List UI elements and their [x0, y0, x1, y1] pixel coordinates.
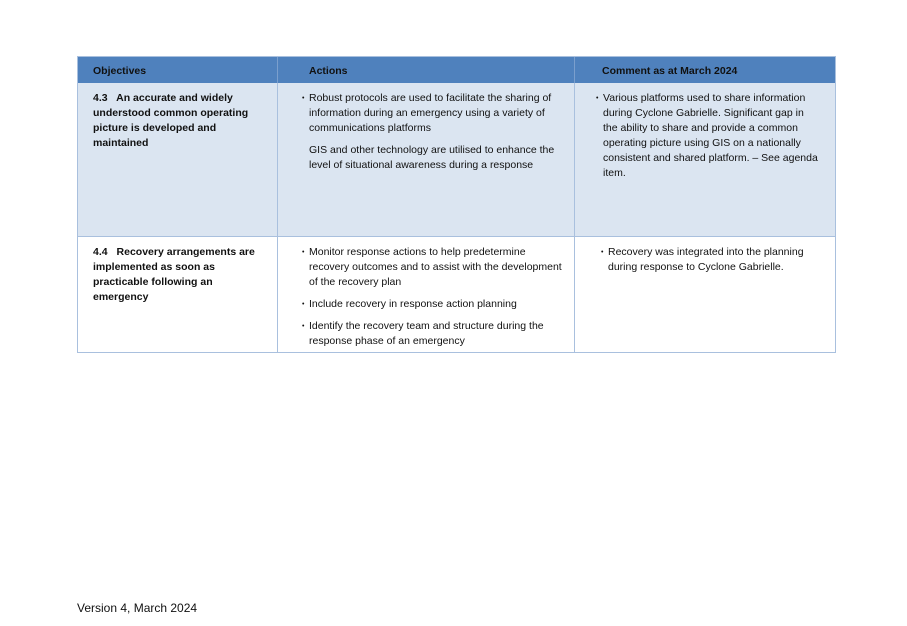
- comment-cell: [575, 237, 835, 352]
- action-item: • Robust protocols are used to facilitate the sharing of information during an emergency using a variety of communications platforms: [302, 91, 564, 136]
- comment-text: • Recovery was integrated into the planning during response to Cyclone Gabrielle.: [601, 245, 819, 275]
- action-item: • Include recovery in response action planning: [302, 297, 564, 312]
- table-row: [78, 83, 835, 236]
- header-objectives: Objectives: [78, 57, 278, 83]
- actions-cell: [278, 83, 575, 236]
- objective-text: Recovery arrangements are implemented as soon as practicable following an emergency: [93, 246, 255, 303]
- page-footer-version: Version 4, March 2024: [77, 601, 198, 615]
- table-header-row: [78, 57, 835, 83]
- action-item: • Identify the recovery team and structure during the response phase of an emergency: [302, 319, 564, 349]
- header-comment: Comment as at March 2024: [602, 65, 738, 77]
- comment-cell: [575, 83, 835, 236]
- objective-cell: [78, 83, 278, 236]
- action-item: • Monitor response actions to help predetermine recovery outcomes and to assist with the development of the recovery plan: [302, 245, 564, 290]
- comment-text: • Various platforms used to share information during Cyclone Gabrielle. Significant gap in the ability to share and provide a common operating picture using GIS on a nationally consistent and shared platform. – See agenda item.: [596, 91, 819, 181]
- objective-number: 4.3: [93, 92, 108, 104]
- actions-cell: [278, 237, 575, 352]
- objectives-table: [77, 56, 836, 353]
- action-item: GIS and other technology are utilised to enhance the level of situational awareness during a response: [309, 144, 555, 171]
- objective-number: 4.4: [93, 246, 108, 258]
- table-row: [78, 236, 835, 352]
- objective-cell: [78, 237, 278, 352]
- header-actions: Actions: [278, 57, 575, 83]
- objective-text: An accurate and widely understood common operating picture is developed and maintained: [93, 92, 249, 149]
